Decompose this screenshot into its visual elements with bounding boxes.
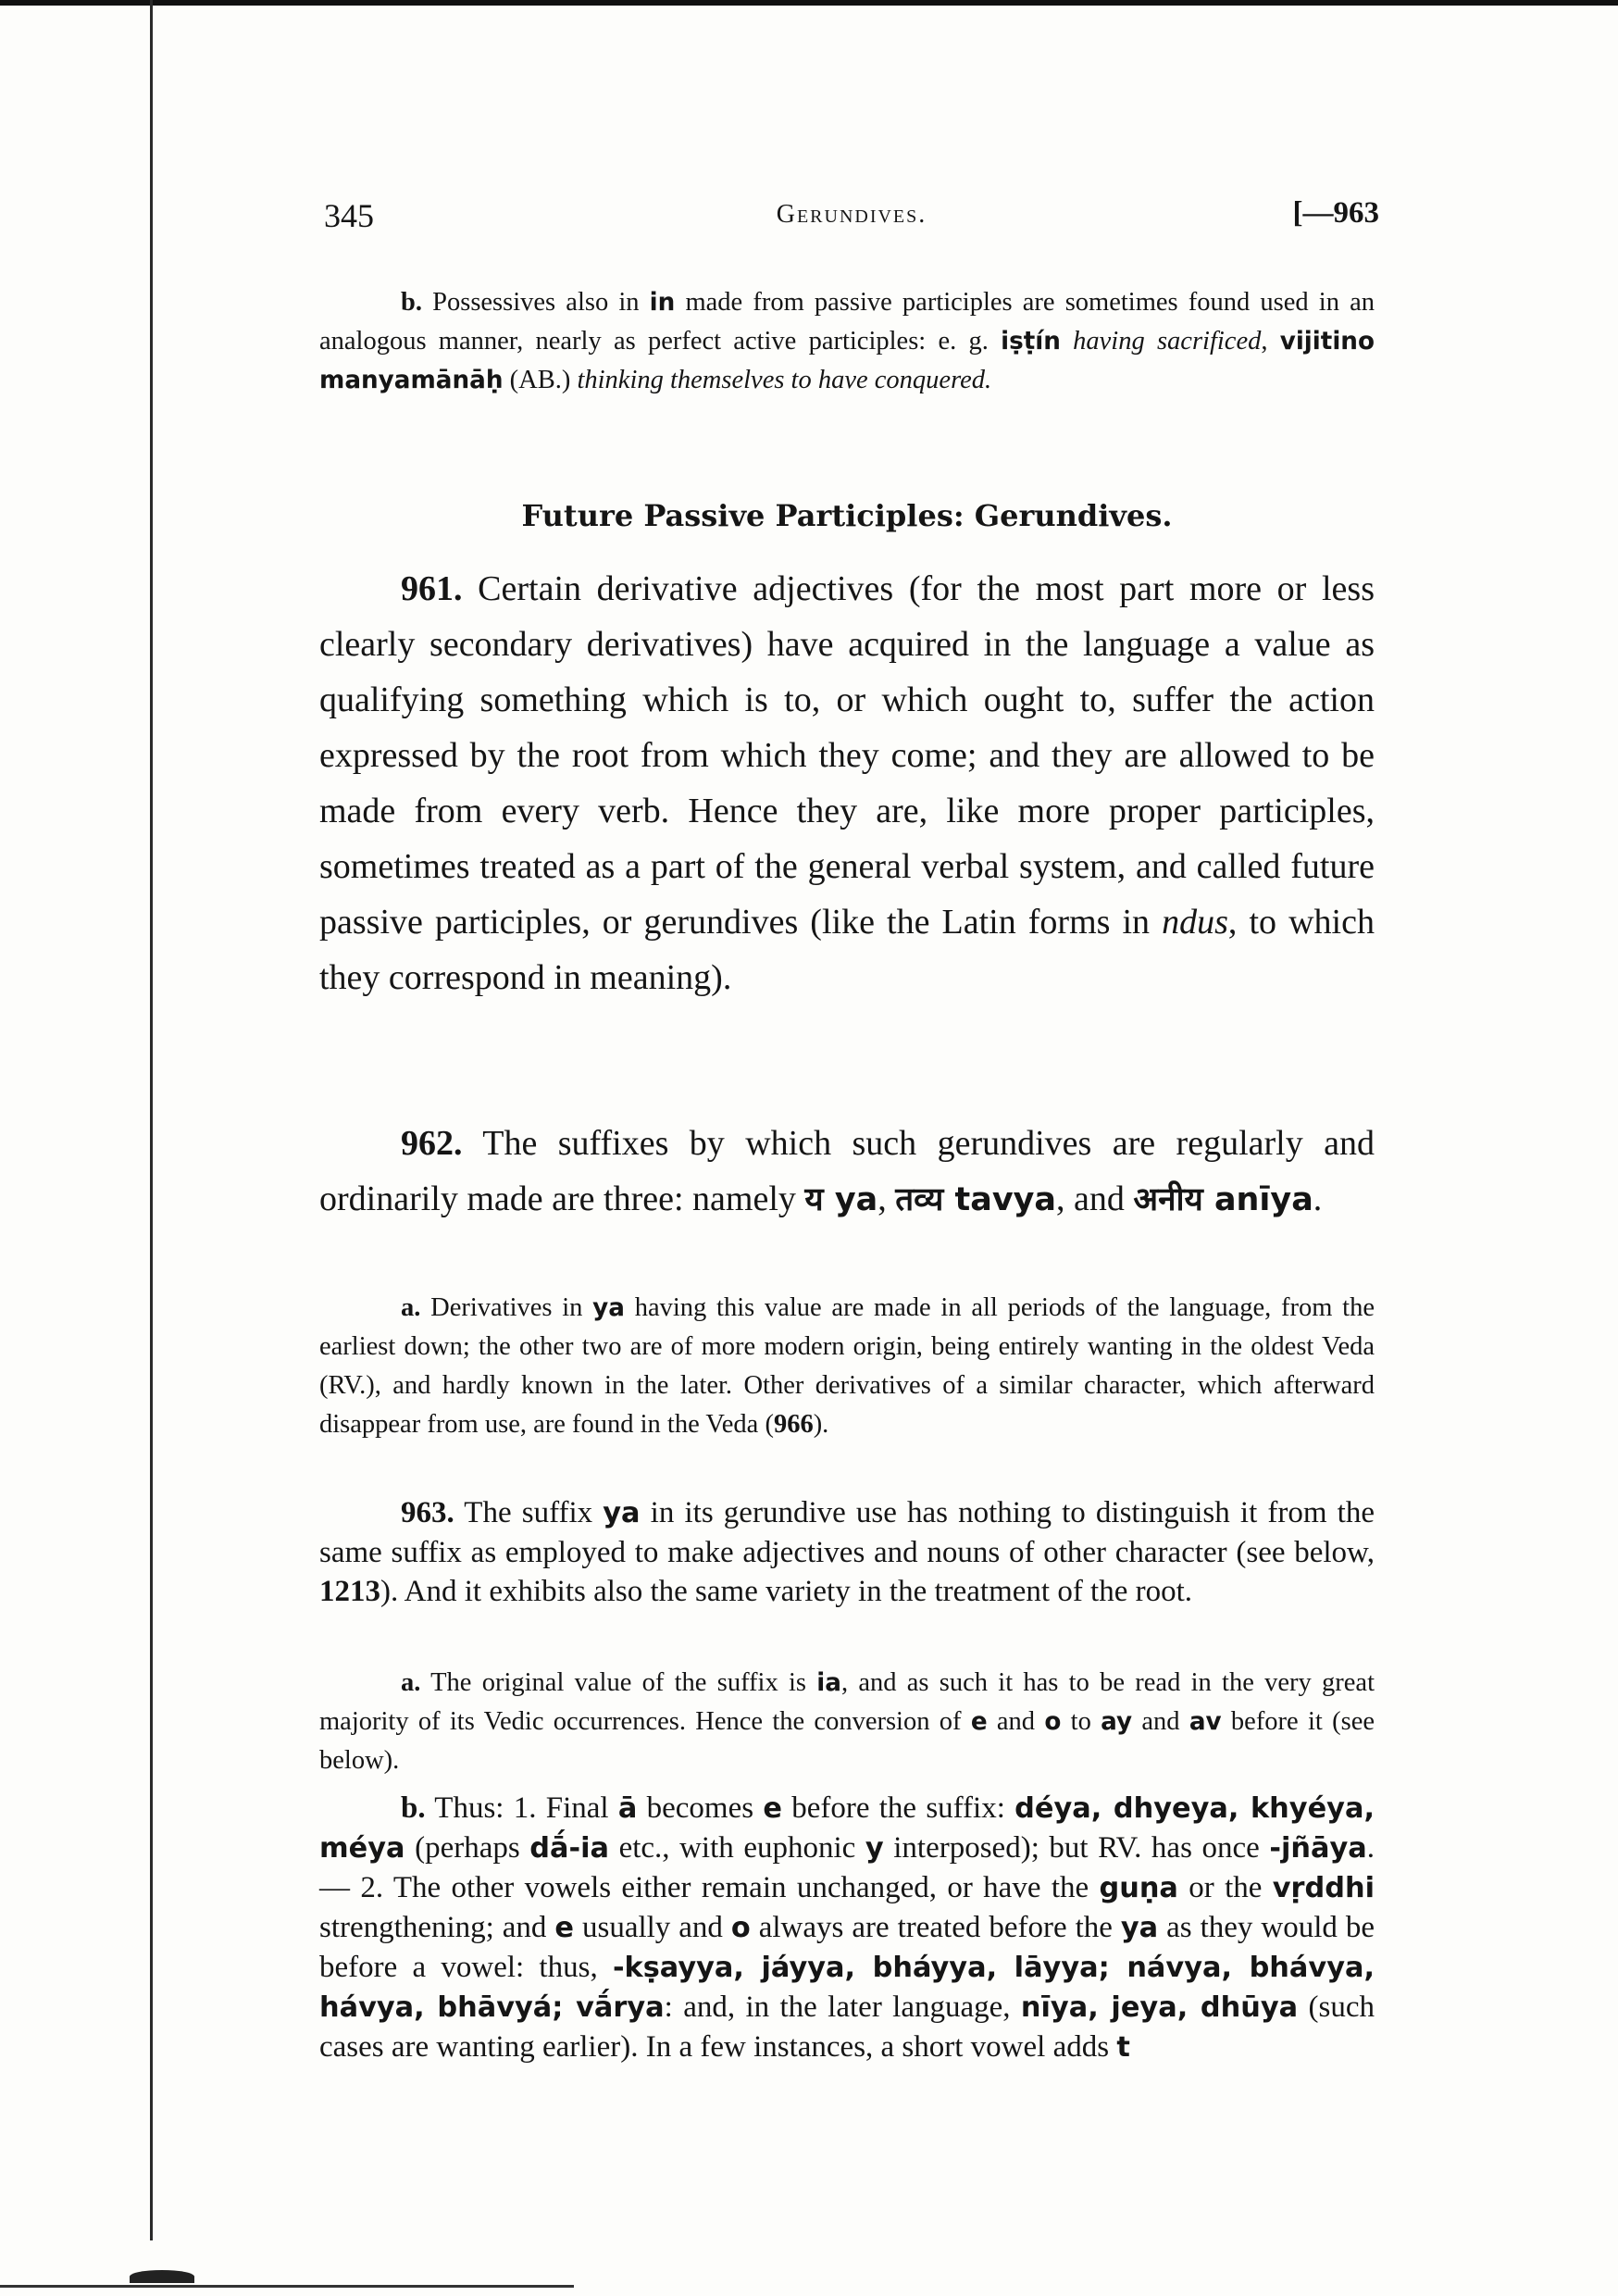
page-header (324, 196, 1379, 243)
section-number: 963. (401, 1496, 454, 1529)
text-run: ). (813, 1410, 829, 1439)
sanskrit-form: e (763, 1792, 782, 1825)
page-number: 345 (324, 197, 374, 234)
sanskrit-form: ia (816, 1669, 841, 1697)
text-run: . (1313, 1179, 1323, 1218)
sanskrit-form: o (730, 1912, 751, 1944)
paragraph-lead: b. (401, 288, 422, 317)
sanskrit-form: e (554, 1912, 574, 1944)
paragraph-b-possessives (319, 283, 1375, 400)
scan-edge-bottom (0, 2285, 574, 2288)
sanskrit-form: y (865, 1832, 884, 1865)
sanskrit-form: tavya (943, 1181, 1056, 1218)
gloss: thinking themselves to have conquered. (577, 366, 992, 394)
text-run: interposed); but RV. has once (883, 1831, 1270, 1865)
text-run: strengthening; and (319, 1911, 555, 1944)
text-run: usually and (574, 1911, 731, 1944)
scan-edge-left (150, 0, 153, 2240)
paragraph-963b (319, 1789, 1375, 2067)
text-run: to (1061, 1707, 1101, 1736)
paragraph-963a (319, 1664, 1375, 1780)
paragraph-963 (319, 1493, 1375, 1611)
sanskrit-form: anīya (1202, 1181, 1313, 1218)
section-number: 962. (401, 1124, 463, 1163)
text-run: , (877, 1179, 896, 1218)
sanskrit-form: t (1116, 2031, 1130, 2064)
text-run: and (987, 1707, 1045, 1736)
devanagari-form: य (804, 1181, 824, 1218)
text-run: (perhaps (404, 1831, 530, 1865)
text-run: before it (see below). (319, 1707, 1375, 1775)
text-run: (such cases are wanting earlier). In a few instances, a short vowel adds (319, 1990, 1375, 2064)
section-heading: Future Passive Participles: Gerundives. (521, 498, 1173, 533)
text-run: Thus: 1. Final (425, 1791, 618, 1825)
text-run: having this value are made in all periods of the language, from the earliest down; the other two are of more modern origin, being entirely wanting in the oldest Veda (RV.), and hardly known in the later. Other derivatives of a similar character, which afterward disappear from use, are found in the Veda ( (319, 1293, 1375, 1439)
sanskrit-form: e (970, 1708, 988, 1736)
devanagari-form: तव्य (895, 1181, 944, 1218)
cross-reference: 966 (773, 1410, 814, 1439)
text-run: . — 2. The other vowels either remain unchanged, or have the (319, 1831, 1375, 1904)
sanskrit-form: vṛddhi (1272, 1872, 1375, 1904)
paragraph-lead: a. (401, 1668, 421, 1697)
scan-edge-top (0, 0, 1618, 6)
text-run: in its gerundive use has nothing to distinguish it from the same suffix as employed to make adjectives and nouns of other character (see below, (319, 1496, 1375, 1569)
text-run: Derivatives in (420, 1293, 593, 1322)
sanskrit-form: guṇa (1099, 1872, 1178, 1904)
text-run: , to which they correspond in meaning). (319, 903, 1375, 997)
text-run: becomes (637, 1791, 764, 1825)
sanskrit-forms: -kṣayya, jáyya, bháyya, lāyya; návya, bhávya, hávya, bhāvyá; vā́rya (319, 1952, 1375, 2024)
latin-form: ndus (1162, 903, 1228, 942)
gloss: having sacrificed (1060, 327, 1262, 356)
sanskrit-form: -jñāya (1269, 1832, 1367, 1865)
sanskrit-form: iṣṭín (1001, 328, 1061, 356)
devanagari-form: अनीय (1133, 1181, 1203, 1218)
paragraph-961 (319, 561, 1375, 1005)
scan-smudge (130, 2270, 194, 2283)
text-run: : and, in the later language, (664, 1990, 1021, 2024)
text-run: , and as such it has to be read in the very great majority of its Vedic occurrences. Hence the conversion of (319, 1668, 1375, 1736)
sanskrit-forms: nīya, jeya, dhūya (1020, 1991, 1299, 2024)
section-range: [—963 (1292, 196, 1379, 230)
text-run: The original value of the suffix is (420, 1668, 817, 1697)
sanskrit-form: ya (823, 1181, 878, 1218)
source-citation: (AB.) (503, 366, 578, 394)
text-run: as they would be before a vowel: thus, (319, 1911, 1375, 1984)
sanskrit-form: ya (603, 1497, 641, 1529)
text-run: Possessives also in (421, 288, 650, 317)
paragraph-962a (319, 1289, 1375, 1444)
paragraph-lead: b. (401, 1791, 426, 1825)
text-run: always are treated before the (750, 1911, 1121, 1944)
text-run: , and (1055, 1179, 1134, 1218)
section-number: 961. (401, 569, 463, 608)
text-run: The suffixes by which such gerundives are regularly and ordinarily made are three: namely (319, 1124, 1375, 1218)
paragraph-962 (319, 1116, 1375, 1228)
running-head: Gerundives. (776, 200, 927, 229)
text-run: The suffix (454, 1496, 604, 1529)
text-run: made from passive participles are sometimes found used in an analogous manner, nearly as perfect active participles: e. g. (319, 288, 1375, 356)
paragraph-lead: a. (401, 1293, 421, 1322)
text-run: or the (1177, 1871, 1273, 1904)
sanskrit-form: vijitino manyamānāḥ (319, 328, 1375, 394)
sanskrit-form: ā (617, 1792, 638, 1825)
cross-reference: 1213 (319, 1575, 380, 1608)
text-run: and (1132, 1707, 1189, 1736)
text-run: before the suffix: (781, 1791, 1015, 1825)
sanskrit-form: ay (1101, 1708, 1133, 1736)
sanskrit-forms: déya, dhyeya, khyéya, méya (319, 1792, 1375, 1865)
sanskrit-form: dā́-ia (529, 1832, 609, 1865)
sanskrit-form: ya (592, 1294, 625, 1322)
text-run: ). And it exhibits also the same variety in the treatment of the root. (380, 1575, 1193, 1608)
sanskrit-form: av (1189, 1708, 1222, 1736)
text-run: etc., with euphonic (609, 1831, 865, 1865)
text-run: , (1261, 327, 1280, 356)
text-run: Certain derivative adjectives (for the most part more or less clearly secondary derivatives) have acquired in the language a value as qualifying something which is to, or which ought to, suffer the action expressed by the root from which they come; and they are allowed to be made from every verb. Hence they are, like more proper participles, sometimes treated as a part of the general verbal system, and called future passive participles, or gerundives (like the Latin forms in (319, 569, 1375, 942)
sanskrit-form: in (649, 289, 676, 317)
sanskrit-form: ya (1120, 1912, 1159, 1944)
sanskrit-form: o (1044, 1708, 1062, 1736)
